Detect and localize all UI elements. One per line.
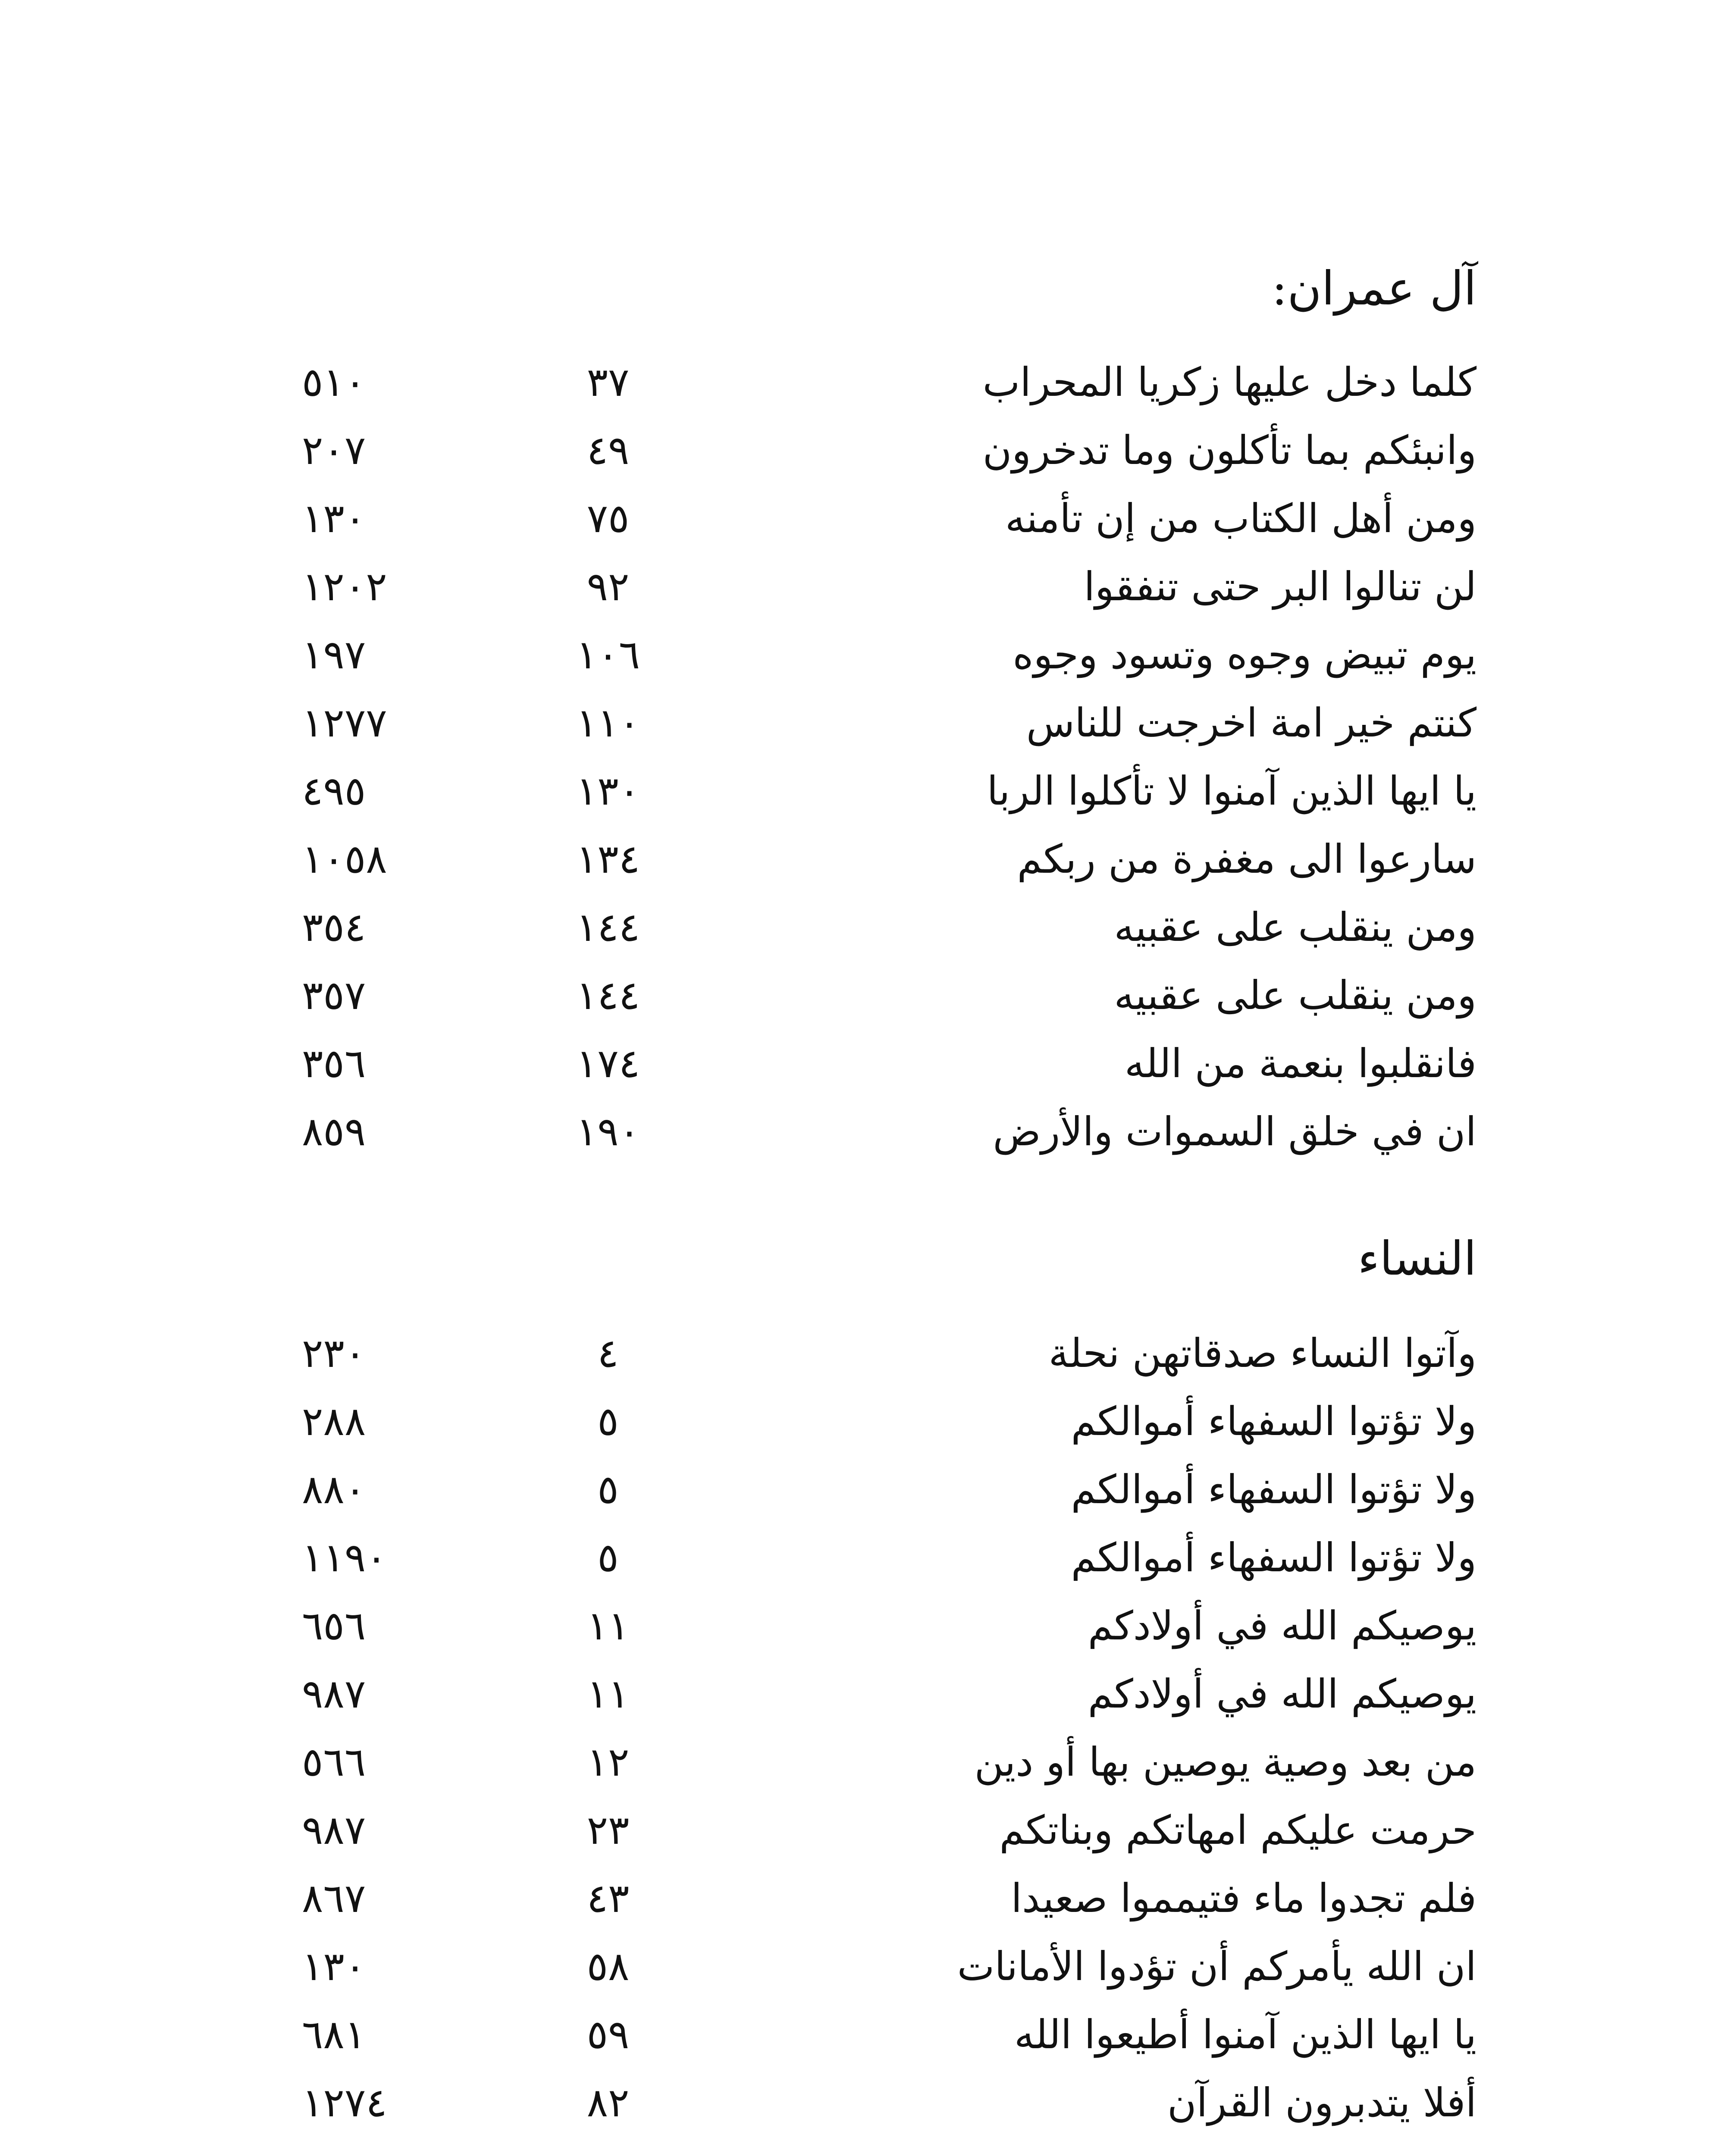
index-entry	[0, 1796, 1718, 1865]
ayah-number: ١١٠	[576, 700, 640, 746]
verse-text: سارعوا الى مغفرة من ربكم	[1017, 836, 1477, 882]
ayah-number: ٤٩	[586, 427, 630, 473]
verse-text: ان في خلق السموات والأرض	[993, 1109, 1477, 1155]
ayah-number: ٣٧	[586, 359, 630, 405]
ayah-number: ١٢	[586, 1739, 630, 1785]
ayah-number: ٥٩	[586, 2012, 630, 2058]
ayah-number: ١٤٤	[576, 972, 640, 1018]
index-entry	[0, 1030, 1718, 1098]
index-entry	[0, 1592, 1718, 1660]
ayah-number: ١٣٤	[576, 836, 640, 882]
index-entry	[0, 1456, 1718, 1524]
page-reference: ١٢٧٧	[302, 700, 387, 746]
ayah-number: ٧٥	[586, 495, 630, 542]
ayah-number: ٤	[597, 1330, 619, 1376]
verse-text: يا ايها الذين آمنوا لا تأكلوا الربا	[987, 768, 1477, 814]
index-entry	[0, 962, 1718, 1030]
index-entry	[0, 417, 1718, 485]
al-imran-entries	[0, 348, 1718, 1166]
ayah-number: ١٣٠	[576, 768, 640, 814]
ayah-number: ٤٣	[586, 1875, 630, 1921]
verse-text: ومن أهل الكتاب من إن تأمنه	[1005, 495, 1477, 542]
page-reference: ٣٥٧	[302, 972, 366, 1018]
index-entry	[0, 1098, 1718, 1166]
an-nisa-entries	[0, 1319, 1718, 2137]
page-reference: ٦٥٦	[302, 1603, 366, 1649]
ayah-number: ٨٢	[586, 2080, 630, 2126]
page-reference: ١٢٧٤	[302, 2080, 387, 2126]
verse-text: ولا تؤتوا السفهاء أموالكم	[1071, 1535, 1477, 1581]
verse-text: ومن ينقلب على عقبيه	[1114, 904, 1477, 950]
page-reference: ١٣٠	[302, 495, 366, 542]
verse-text: يوصيكم الله في أولادكم	[1088, 1671, 1477, 1717]
page-reference: ٤٩٥	[302, 768, 366, 814]
page-reference: ٣٥٤	[302, 904, 366, 950]
page-reference: ٦٨١	[302, 2012, 366, 2058]
verse-text: وانبئكم بما تأكلون وما تدخرون	[982, 427, 1477, 473]
verse-text: فلم تجدوا ماء فتيمموا صعيدا	[1011, 1875, 1477, 1921]
index-entry	[0, 1524, 1718, 1592]
ayah-number: ٥٨	[586, 1943, 630, 1990]
index-entry	[0, 1728, 1718, 1796]
index-entry	[0, 2069, 1718, 2137]
section-title-an-nisa: النساء	[1357, 1232, 1477, 1286]
verse-text: ومن ينقلب على عقبيه	[1114, 972, 1477, 1018]
page-reference: ٩٨٧	[302, 1671, 366, 1717]
ayah-number: ١٩٠	[576, 1109, 640, 1155]
ayah-number: ٥	[597, 1467, 619, 1513]
page-reference: ٨٦٧	[302, 1875, 366, 1921]
verse-text: يوم تبيض وجوه وتسود وجوه	[1013, 632, 1477, 678]
index-entry	[0, 1660, 1718, 1728]
index-entry	[0, 757, 1718, 825]
ayah-number: ٥	[597, 1398, 619, 1445]
index-entry	[0, 1319, 1718, 1388]
verse-text: يا ايها الذين آمنوا أطيعوا الله	[1014, 2012, 1477, 2058]
verse-text: من بعد وصية يوصين بها أو دين	[974, 1739, 1477, 1785]
verse-text: حرمت عليكم امهاتكم وبناتكم	[999, 1807, 1477, 1853]
index-entry	[0, 893, 1718, 962]
page-reference: ٨٨٠	[302, 1467, 366, 1513]
verse-text: ولا تؤتوا السفهاء أموالكم	[1071, 1398, 1477, 1445]
index-entry	[0, 689, 1718, 757]
page-reference: ١٢٠٢	[302, 564, 387, 610]
verse-text: ولا تؤتوا السفهاء أموالكم	[1071, 1467, 1477, 1513]
index-entry	[0, 1865, 1718, 1933]
page-reference: ٢٣٠	[302, 1330, 366, 1376]
ayah-number: ١١	[586, 1671, 630, 1717]
page-reference: ١١٩٠	[302, 1535, 387, 1581]
verse-text: أفلا يتدبرون القرآن	[1167, 2080, 1477, 2126]
verse-text: كنتم خير امة اخرجت للناس	[1026, 700, 1477, 746]
page-reference: ١٩٧	[302, 632, 366, 678]
index-entry	[0, 825, 1718, 893]
page-reference: ٣٥٦	[302, 1040, 366, 1087]
index-entry	[0, 2001, 1718, 2069]
page-reference: ١٣٠	[302, 1943, 366, 1990]
index-entry	[0, 1933, 1718, 2001]
page-reference: ٥١٠	[302, 359, 366, 405]
page-reference: ٢٨٨	[302, 1398, 366, 1445]
index-entry	[0, 485, 1718, 553]
ayah-number: ٢٣	[586, 1807, 630, 1853]
section-title-al-imran: آل عمران:	[1272, 262, 1477, 316]
verse-text: فانقلبوا بنعمة من الله	[1124, 1040, 1477, 1087]
verse-text: لن تنالوا البر حتى تنفقوا	[1084, 564, 1477, 610]
ayah-number: ٩٢	[586, 564, 630, 610]
index-entry	[0, 1388, 1718, 1456]
page-reference: ٨٥٩	[302, 1109, 366, 1155]
page-reference: ٢٠٧	[302, 427, 366, 473]
verse-text: كلما دخل عليها زكريا المحراب	[982, 359, 1477, 405]
page-reference: ١٠٥٨	[302, 836, 387, 882]
ayah-number: ١٧٤	[576, 1040, 640, 1087]
index-entry	[0, 553, 1718, 621]
index-entry	[0, 348, 1718, 417]
ayah-number: ١٤٤	[576, 904, 640, 950]
page-reference: ٥٦٦	[302, 1739, 366, 1785]
index-entry	[0, 621, 1718, 689]
ayah-number: ٥	[597, 1535, 619, 1581]
ayah-number: ١١	[586, 1603, 630, 1649]
verse-text: وآتوا النساء صدقاتهن نحلة	[1048, 1330, 1477, 1376]
verse-text: يوصيكم الله في أولادكم	[1088, 1603, 1477, 1649]
verse-text: ان الله يأمركم أن تؤدوا الأمانات	[957, 1943, 1477, 1990]
page-reference: ٩٨٧	[302, 1807, 366, 1853]
ayah-number: ١٠٦	[576, 632, 640, 678]
